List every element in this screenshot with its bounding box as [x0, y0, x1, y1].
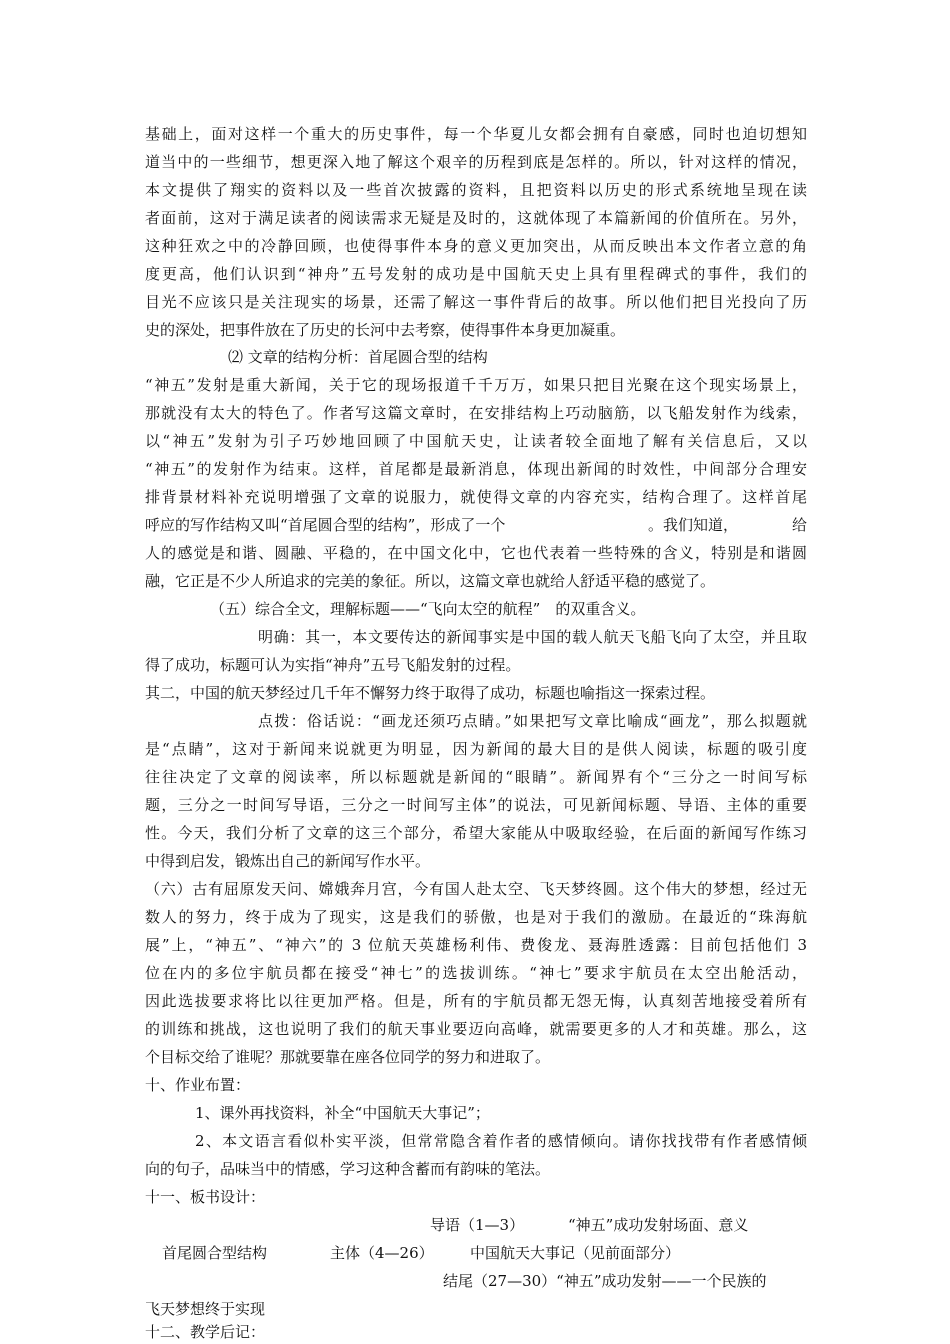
- board-body-desc: 中国航天大事记（见前面部分）: [470, 1244, 681, 1262]
- para5-line-4: 位在内的多位宇航员都在接受“神七”的选拔训练。“神七”要求宇航员在太空出舱活动，: [145, 964, 807, 982]
- para4-line-3: 往往决定了文章的阅读率，所以标题就是新闻的“眼睛”。新闻界有个“三分之一时间写标: [145, 768, 807, 786]
- para3-line-1: 明确：其一，本文要传达的新闻事实是中国的载人航天飞船飞向了太空，并且取: [258, 628, 807, 646]
- para2-line-1: “神五”发射是重大新闻，关于它的现场报道千千万万，如果只把目光聚在这个现实场景上，: [145, 376, 807, 394]
- para2-line-7: 人的感觉是和谐、圆融、平稳的，在中国文化中，它也代表着一些特殊的含义，特别是和谐圆: [145, 544, 807, 562]
- para3-line-2: 得了成功，标题可认为实指“神舟”五号飞船发射的过程。: [145, 656, 521, 674]
- teaching-reflection-heading: 十二、教学后记：: [145, 1323, 266, 1341]
- para2-line-3: 以“神五”发射为引子巧妙地回顾了中国航天史，让读者较全面地了解有关信息后，又以: [145, 432, 807, 450]
- para4-line-5: 性。今天，我们分析了文章的这三个部分，希望大家能从中吸取经验，在后面的新闻写作练习: [145, 824, 807, 842]
- homework-item-1: 1、课外再找资料，补全“中国航天大事记”；: [195, 1104, 490, 1122]
- board-design-heading: 十一、板书设计：: [145, 1188, 266, 1206]
- para2-line-6b: 。我们知道，: [648, 516, 739, 534]
- para2-line-6c: 给: [792, 516, 808, 534]
- board-structure-name: 首尾圆合型结构: [162, 1244, 268, 1262]
- board-intro-desc: “神五”成功发射场面、意义: [568, 1216, 749, 1234]
- para2-line-2: 那就没有太大的特色了。作者写这篇文章时，在安排结构上巧动脑筋，以飞船发射作为线索，: [145, 404, 807, 422]
- para2-line-6a: 呼应的写作结构又叫“首尾圆合型的结构”，形成了一个: [145, 516, 506, 534]
- board-body-label: 主体（4—26）: [330, 1244, 434, 1262]
- para4-line-1: 点拨：俗话说：“画龙还须巧点睛。”如果把写文章比喻成“画龙”，那么拟题就: [258, 712, 807, 730]
- para5-line-2: 数人的努力，终于成为了现实，这是我们的骄傲，也是对于我们的激励。在最近的“珠海航: [145, 908, 807, 926]
- para3-line-3: 其二，中国的航天梦经过几千年不懈努力终于取得了成功，标题也喻指这一探索过程。: [145, 684, 716, 702]
- board-ending-cont: 飞天梦想终于实现: [145, 1300, 266, 1318]
- board-intro-label: 导语（1—3）: [430, 1216, 525, 1234]
- para5-line-3: 展”上，“神五”、“神六”的 3 位航天英雄杨利伟、费俊龙、聂海胜透露：目前包括他们 3: [145, 936, 807, 954]
- para1-line-6: 度更高，他们认识到“神舟”五号发射的成功是中国航天史上具有里程碑式的事件，我们的: [145, 265, 807, 283]
- para1-line-4: 者面前，这对于满足读者的阅读需求无疑是及时的，这就体现了本篇新闻的价值所在。另外，: [145, 209, 807, 227]
- para2-line-8: 融，它正是不少人所追求的完美的象征。所以，这篇文章也就给人舒适平稳的感觉了。: [145, 572, 716, 590]
- para5-line-6: 的训练和挑战，这也说明了我们的航天事业要迈向高峰，就需要更多的人才和英雄。那么，这: [145, 1020, 807, 1038]
- structure-analysis-heading: ⑵ 文章的结构分析：首尾圆合型的结构: [228, 348, 488, 366]
- para5-line-1: （六）古有屈原发天问、嫦娥奔月宫，今有国人赴太空、飞天梦终圆。这个伟大的梦想，经过无: [145, 880, 807, 898]
- para4-line-6: 中得到启发，锻炼出自己的新闻写作水平。: [145, 852, 431, 870]
- homework-item-2-cont: 向的句子，品味当中的情感，学习这种含蓄而有韵味的笔法。: [145, 1160, 551, 1178]
- para4-line-2: 是“点睛”，这对于新闻来说就更为明显，因为新闻的最大目的是供人阅读，标题的吸引度: [145, 740, 807, 758]
- para1-line-1: 基础上，面对这样一个重大的历史事件，每一个华夏儿女都会拥有自豪感，同时也迫切想知: [145, 125, 807, 143]
- para1-line-3: 本文提供了翔实的资料以及一些首次披露的资料，且把资料以历史的形式系统地呈现在读: [145, 181, 807, 199]
- para5-line-5: 因此选拔要求将比以往更加严格。但是，所有的宇航员都无怨无悔，认真刻苦地接受着所有: [145, 992, 807, 1010]
- para2-line-5: 排背景材料补充说明增强了文章的说服力，就使得文章的内容充实，结构合理了。这样首尾: [145, 488, 807, 506]
- para1-line-8: 史的深处，把事件放在了历史的长河中去考察，使得事件本身更加凝重。: [145, 321, 626, 339]
- para4-line-4: 题，三分之一时间写导语，三分之一时间写主体”的说法，可见新闻标题、导语、主体的重要: [145, 796, 807, 814]
- homework-item-2: 2、本文语言看似朴实平淡，但常常隐含着作者的感情倾向。请你找找带有作者感情倾: [195, 1132, 807, 1150]
- para1-line-5: 这种狂欢之中的冷静回顾，也使得事件本身的意义更加突出，从而反映出本文作者立意的角: [145, 237, 807, 255]
- para5-line-7: 个目标交给了谁呢？那就要靠在座各位同学的努力和进取了。: [145, 1048, 551, 1066]
- homework-heading: 十、作业布置：: [145, 1076, 251, 1094]
- para2-line-4: “神五”的发射作为结束。这样，首尾都是最新消息，体现出新闻的时效性，中间部分合理安: [145, 460, 807, 478]
- para1-line-7: 目光不应该只是关注现实的场景，还需了解这一事件背后的故事。所以他们把目光投向了历: [145, 293, 807, 311]
- board-ending: 结尾（27—30）“神五”成功发射——一个民族的: [443, 1272, 767, 1290]
- title-meaning-heading: （五）综合全文，理解标题——“飞向太空的航程” 的双重含义。: [210, 600, 646, 618]
- para1-line-2: 道当中的一些细节，想更深入地了解这个艰辛的历程到底是怎样的。所以，针对这样的情况，: [145, 153, 807, 171]
